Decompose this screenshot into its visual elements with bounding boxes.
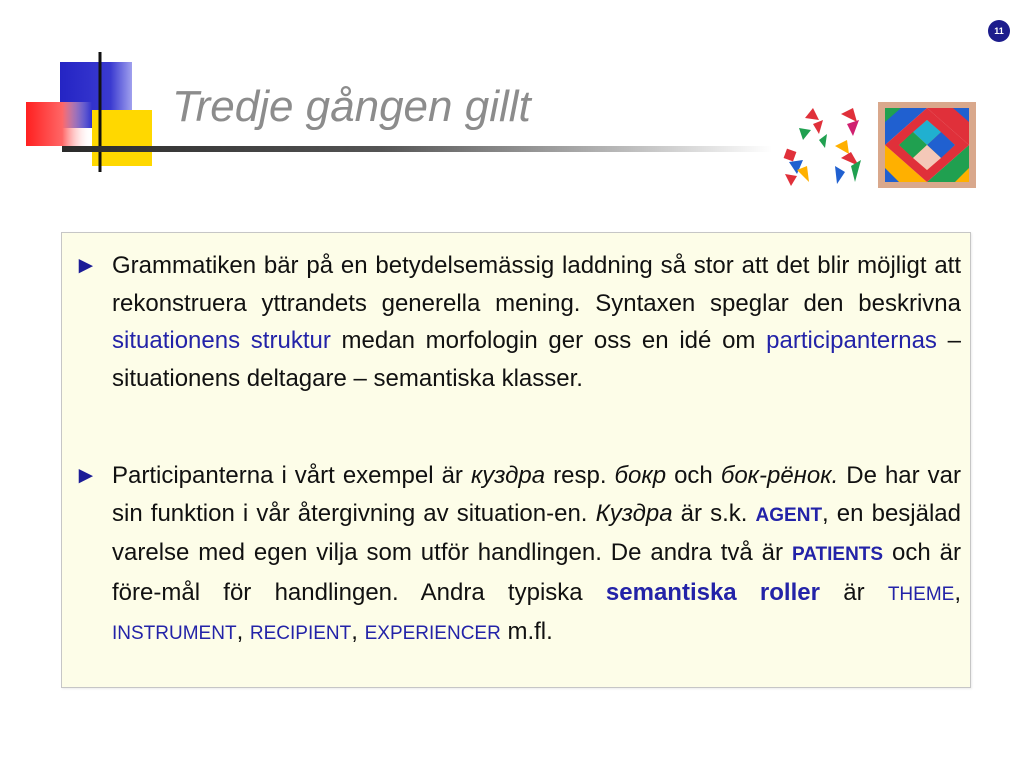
text-run: – situationens deltagare – semantiska klasser. xyxy=(112,327,961,392)
text-run: och är före-mål för handlingen. Andra typiska xyxy=(112,539,961,606)
semantic-roles-term: semantiska roller xyxy=(605,578,820,606)
content-box xyxy=(61,232,971,688)
text-run: Grammatiken bär på en betydelsemässig laddning så stor att det blir möjligt att rekonstruera yttrandets generella mening. Syntaxen speglar den beskrivna xyxy=(112,252,961,317)
highlight-participants: participanternas xyxy=(766,327,937,354)
slide-title: Tredje gången gillt xyxy=(172,82,531,131)
title-underline xyxy=(62,146,772,152)
role-patients: PATIENTS xyxy=(791,544,884,565)
paragraph-participants xyxy=(74,457,962,653)
russian-term-bokr: бокр xyxy=(614,462,667,489)
bullet-icon: ► xyxy=(74,252,98,279)
text-run: m.fl. xyxy=(500,618,553,645)
text-run: De har var sin funktion i vår återgivning av situation-en. xyxy=(112,462,962,527)
colored-squares-logo xyxy=(0,0,170,180)
text-run: medan morfologin ger oss en idé om xyxy=(330,327,767,354)
text-run: , en besjälad varelse med egen vilja som utför handlingen. De andra två är xyxy=(112,499,961,566)
text-run: resp. xyxy=(545,462,615,489)
paragraph-grammar xyxy=(74,247,961,397)
text-run: , xyxy=(236,618,250,645)
role-experiencer: EXPERIENCER xyxy=(364,623,501,644)
role-theme: THEME xyxy=(887,583,955,605)
role-agent: AGENT xyxy=(755,504,823,526)
russian-term-kuzdra: кyздра xyxy=(470,462,546,489)
text-run: , xyxy=(351,618,365,645)
text-run: är xyxy=(819,578,888,606)
role-instrument: INSTRUMENT xyxy=(112,623,237,644)
russian-term-bokrenok: бок-рёнок. xyxy=(720,462,839,489)
russian-term-kuzdra-2: Кyздра xyxy=(595,499,673,527)
text-run: är s.k. xyxy=(672,499,756,527)
page-number-badge: 11 xyxy=(988,20,1010,42)
role-recipient: RECIPIENT xyxy=(249,623,352,644)
bullet-icon: ► xyxy=(74,462,98,489)
highlight-situation-structure: situationens struktur xyxy=(112,327,331,354)
text-run: , xyxy=(954,578,961,606)
text-run: och xyxy=(666,462,721,489)
tangram-puzzle-icon xyxy=(775,100,980,192)
text-run: Participanterna i vårt exempel är xyxy=(112,462,471,489)
